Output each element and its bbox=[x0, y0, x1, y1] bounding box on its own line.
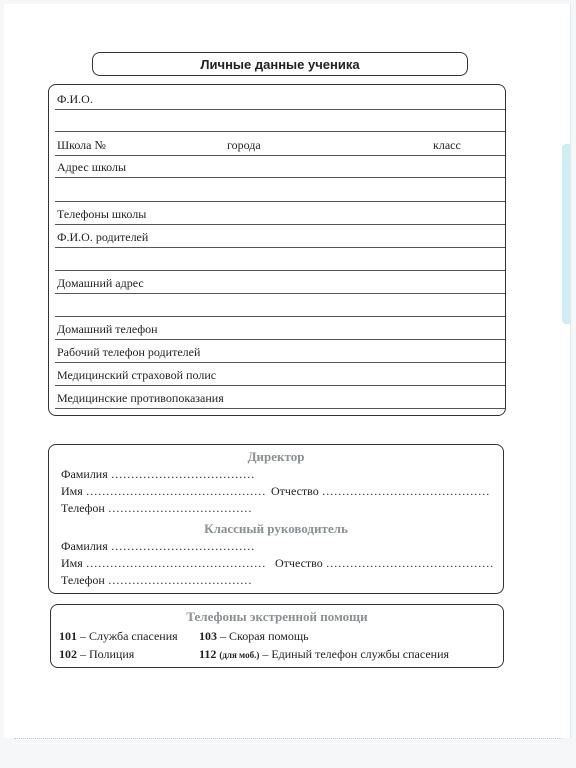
row-school-address[interactable] bbox=[55, 155, 505, 178]
emergency-number: 103 bbox=[199, 629, 217, 643]
emergency-item bbox=[199, 647, 449, 662]
row-parents-fio[interactable] bbox=[55, 224, 505, 248]
teacher-phone-field[interactable]: Телефон ……………………………… bbox=[61, 573, 252, 587]
emergency-item bbox=[199, 629, 309, 644]
director-name-field[interactable]: Имя ……………………………………… bbox=[61, 484, 266, 498]
label-class: класс bbox=[433, 138, 461, 152]
director-title: Директор bbox=[247, 449, 305, 464]
director-phone-field[interactable]: Телефон ……………………………… bbox=[61, 501, 252, 515]
row-parents-work-phone[interactable] bbox=[55, 339, 505, 363]
teacher-patronymic-field[interactable]: Отчество …………………………………… bbox=[275, 556, 494, 570]
school-staff-section bbox=[48, 444, 504, 594]
emergency-item bbox=[59, 629, 178, 644]
emergency-text: – Единый телефон службы спасения bbox=[262, 647, 450, 661]
label-home-phone: Домашний телефон bbox=[57, 322, 158, 336]
page-edge-tab bbox=[562, 144, 570, 324]
personal-data-form bbox=[48, 84, 506, 416]
emergency-number: 112 bbox=[199, 647, 217, 661]
label-school-no: Школа № bbox=[57, 138, 106, 152]
teacher-surname-field[interactable]: Фамилия ……………………………… bbox=[61, 539, 255, 553]
emergency-number: 102 bbox=[59, 647, 77, 661]
label-parents-fio: Ф.И.О. родителей bbox=[57, 230, 149, 244]
teacher-name-field[interactable]: Имя ……………………………………… bbox=[61, 556, 266, 570]
row-fio-extra[interactable] bbox=[55, 109, 505, 132]
emergency-item bbox=[59, 647, 134, 662]
label-home-address: Домашний адрес bbox=[57, 276, 144, 290]
page-title bbox=[92, 52, 468, 76]
director-surname-field[interactable]: Фамилия ……………………………… bbox=[61, 467, 255, 481]
row-school[interactable] bbox=[55, 131, 505, 156]
row-parents-fio-extra[interactable] bbox=[55, 247, 505, 271]
diary-page bbox=[4, 4, 571, 738]
row-home-address-extra[interactable] bbox=[55, 293, 505, 317]
emergency-text: – Служба спасения bbox=[80, 629, 178, 643]
emergency-title: Телефоны экстренной помощи bbox=[186, 609, 368, 624]
label-city: города bbox=[227, 138, 261, 152]
emergency-text: – Скорая помощь bbox=[220, 629, 309, 643]
page-bottom-edge bbox=[14, 738, 562, 745]
label-school-phones: Телефоны школы bbox=[57, 207, 147, 221]
class-teacher-title: Классный руководитель bbox=[204, 521, 348, 536]
emergency-number: 101 bbox=[59, 629, 77, 643]
label-medical-contraindications: Медицинские противопоказания bbox=[57, 391, 224, 405]
label-school-address: Адрес школы bbox=[57, 160, 127, 174]
label-fio: Ф.И.О. bbox=[57, 92, 93, 106]
row-medical-policy[interactable] bbox=[55, 362, 505, 386]
label-medical-policy: Медицинский страховой полис bbox=[57, 368, 217, 382]
emergency-text: – Полиция bbox=[80, 647, 135, 661]
emergency-note: (для моб.) bbox=[219, 650, 260, 660]
emergency-phones-section bbox=[50, 604, 504, 668]
row-fio[interactable] bbox=[55, 89, 505, 110]
row-school-phones[interactable] bbox=[55, 201, 505, 225]
director-patronymic-field[interactable]: Отчество …………………………………… bbox=[271, 484, 490, 498]
row-home-address[interactable] bbox=[55, 270, 505, 294]
row-home-phone[interactable] bbox=[55, 316, 505, 340]
row-medical-contraindications[interactable] bbox=[55, 385, 505, 409]
page-title-text: Личные данные ученика bbox=[200, 56, 360, 72]
label-parents-work-phone: Рабочий телефон родителей bbox=[57, 345, 201, 359]
row-school-address-extra[interactable] bbox=[55, 177, 505, 202]
